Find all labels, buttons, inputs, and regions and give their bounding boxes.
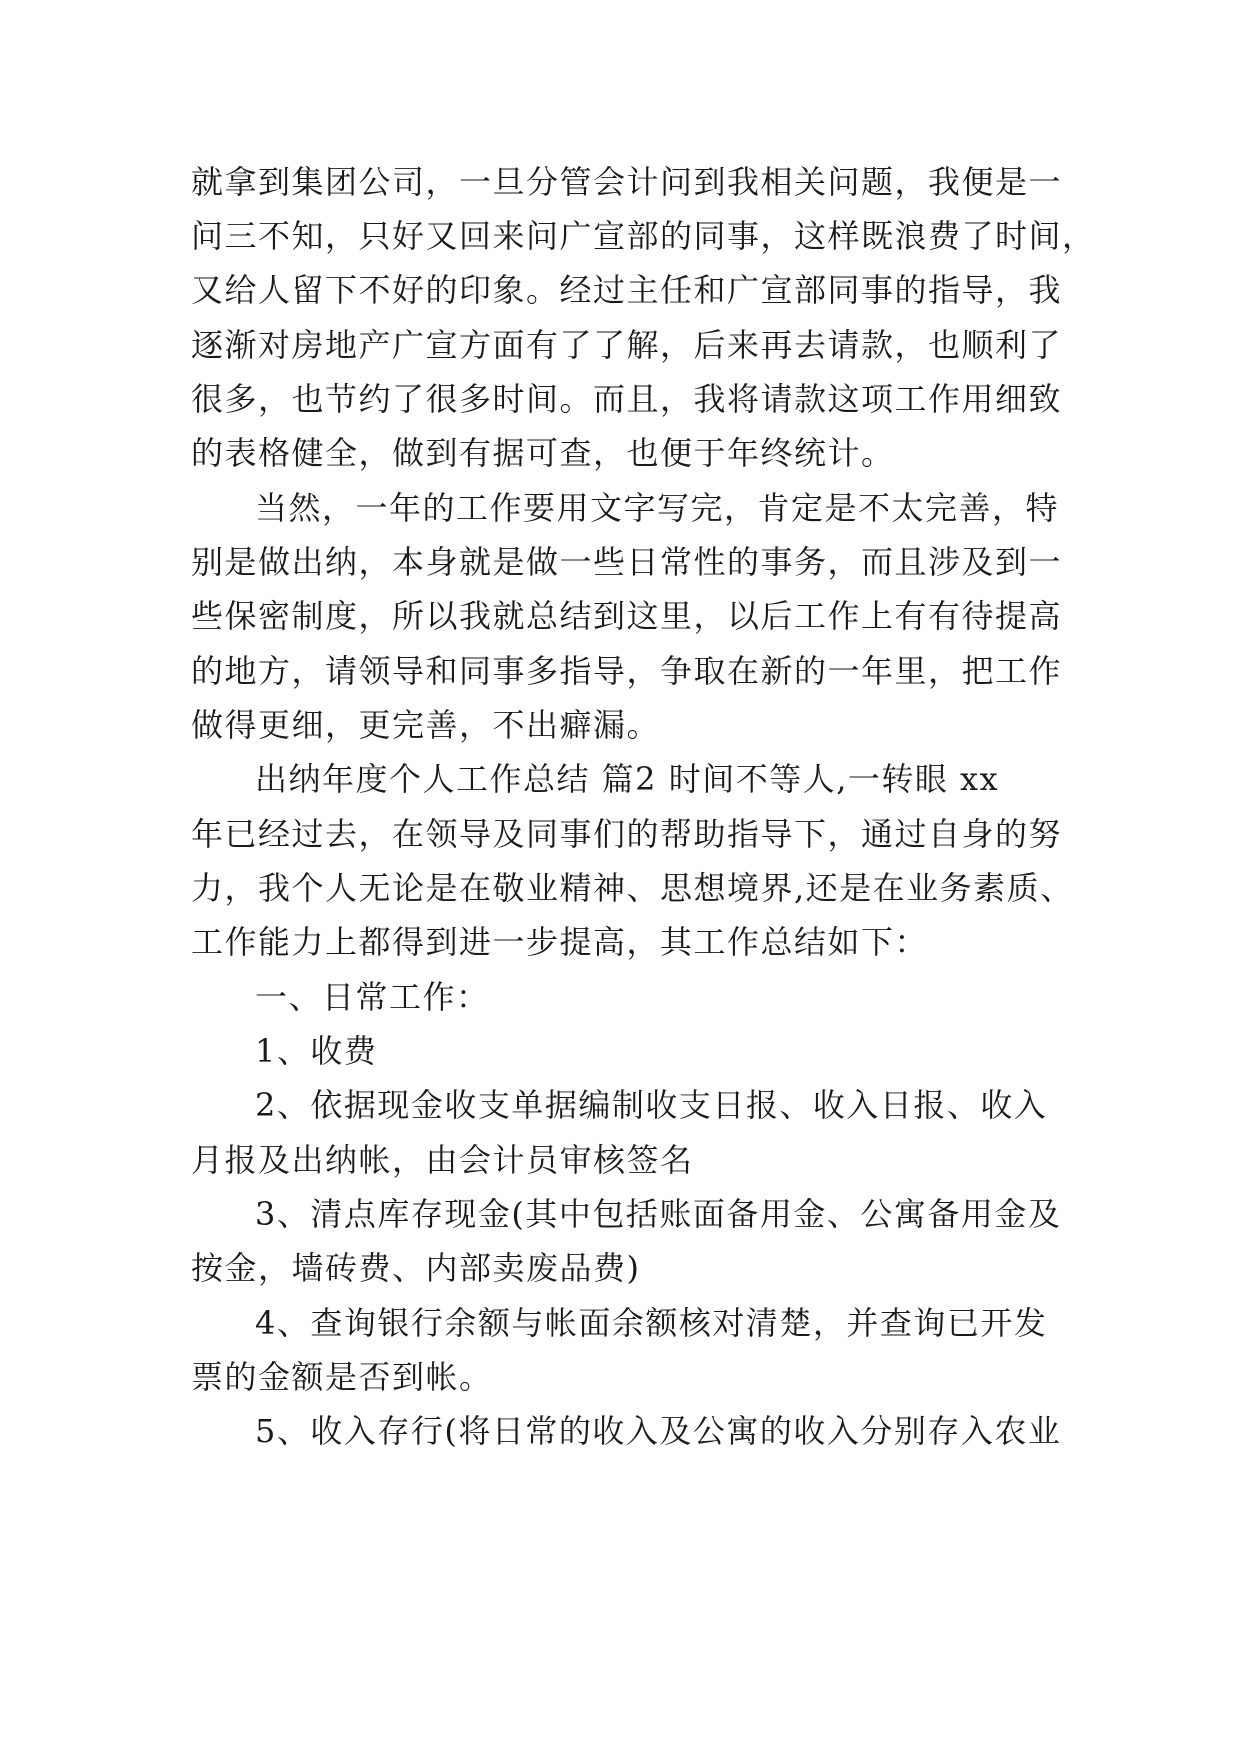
list-item: 4、查询银行余额与帐面余额核对清楚，并查询已开发 bbox=[255, 1304, 1048, 1342]
text-line: 票的金额是否到帐。 bbox=[191, 1358, 493, 1396]
text-line: 别是做出纳，本身就是做一些日常性的事务，而且涉及到一 bbox=[191, 543, 1063, 581]
text-line: 就拿到集团公司，一旦分管会计问到我相关问题，我便是一 bbox=[191, 163, 1063, 201]
text-line: 问三不知，只好又回来问广宣部的同事，这样既浪费了时间， bbox=[191, 217, 1096, 255]
list-item: 5、收入存行(将日常的收入及公寓的收入分别存入农业 bbox=[255, 1412, 1062, 1450]
text-line: 按金，墙砖费、内部卖废品费) bbox=[191, 1249, 641, 1287]
text-line: 做得更细，更完善，不出癖漏。 bbox=[191, 706, 661, 744]
text-line: 逐渐对房地产广宣方面有了了解，后来再去请款，也顺利了 bbox=[191, 326, 1063, 364]
list-item: 2、依据现金收支单据编制收支日报、收入日报、收入 bbox=[255, 1086, 1048, 1124]
text-line: 月报及出纳帐，由会计员审核签名 bbox=[191, 1141, 694, 1179]
list-item: 1、收费 bbox=[255, 1032, 378, 1070]
list-heading: 一、日常工作： bbox=[255, 978, 490, 1016]
text-line: 很多，也节约了很多时间。而且，我将请款这项工作用细致 bbox=[191, 380, 1063, 418]
list-item: 3、清点库存现金(其中包括账面备用金、公寓备用金及 bbox=[255, 1195, 1062, 1233]
text-line: 的地方，请领导和同事多指导，争取在新的一年里，把工作 bbox=[191, 652, 1063, 690]
text-line: 些保密制度，所以我就总结到这里，以后工作上有有待提高 bbox=[191, 597, 1063, 635]
section-heading-line: 出纳年度个人工作总结 篇2 时间不等人,一转眼 xx bbox=[255, 760, 1000, 798]
text-line: 力，我个人无论是在敬业精神、思想境界,还是在业务素质、 bbox=[191, 869, 1074, 907]
text-line: 年已经过去，在领导及同事们的帮助指导下，通过自身的努 bbox=[191, 815, 1063, 853]
text-line: 又给人留下不好的印象。经过主任和广宣部同事的指导，我 bbox=[191, 271, 1063, 309]
text-line: 工作能力上都得到进一步提高，其工作总结如下： bbox=[191, 923, 929, 961]
text-line: 当然，一年的工作要用文字写完，肯定是不太完善，特 bbox=[255, 489, 1060, 527]
text-line: 的表格健全，做到有据可查，也便于年终统计。 bbox=[191, 434, 895, 472]
